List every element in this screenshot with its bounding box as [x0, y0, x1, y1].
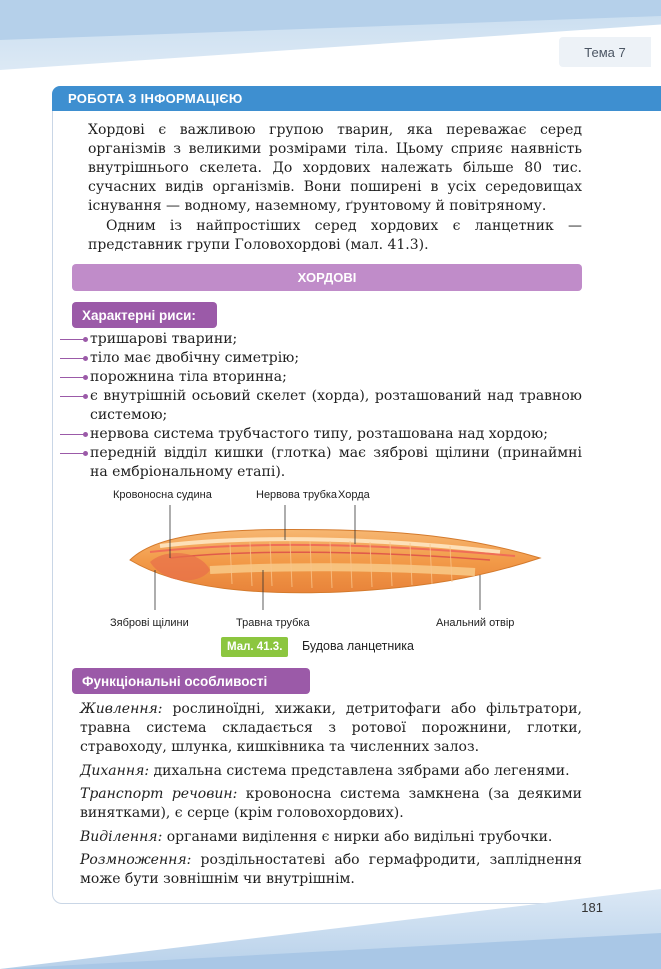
list-item: тіло має двобічну симетрію;	[90, 349, 582, 368]
bullet-marker	[60, 453, 86, 454]
bullet-marker	[60, 434, 86, 435]
function-transport: Транспорт речовин: кровоносна система замкнена (за деякими винятками), є серце (крім головохордових).	[80, 786, 582, 821]
topic-label: Тема 7	[559, 37, 651, 67]
page-number: 181	[581, 900, 603, 915]
function-nutrition: Живлення: рослиноїдні, хижаки, детритофаги або фільтратори, травна система складається з ротової порожнини, глотки, стравоходу, шлунка, кишківника та численних залоз.	[80, 701, 582, 755]
figure-caption: Будова ланцетника	[302, 639, 414, 653]
list-item: передній відділ кишки (глотка) має зяброві щілини (принаймні на ембріональному етапі).	[90, 444, 582, 482]
list-item: є внутрішній осьовий скелет (хорда), розташований над травною системою;	[90, 387, 582, 425]
traits-list	[90, 330, 582, 482]
functions-heading: Функціональні особливості	[72, 668, 310, 694]
traits-heading: Характерні риси:	[72, 302, 217, 328]
chordates-banner: ХОРДОВІ	[72, 264, 582, 291]
label-blood-vessel: Кровоносна судина	[113, 489, 212, 501]
label-anus: Анальний отвір	[436, 617, 515, 629]
intro-paragraph-2: Одним із найпростіших серед хордових є ланцетник — представник групи Головохордові (мал. 41.3).	[88, 218, 582, 253]
lancelet-illustration	[120, 500, 550, 610]
bullet-marker	[60, 377, 86, 378]
digestive-tube-shape	[210, 567, 475, 572]
bullet-marker	[60, 396, 86, 397]
function-excretion: Виділення: органами виділення є нирки або видільні трубочки.	[80, 829, 553, 845]
label-digestive-tube: Травна трубка	[236, 617, 310, 629]
function-respiration: Дихання: дихальна система представлена зябрами або легенями.	[80, 763, 570, 779]
bullet-marker	[60, 339, 86, 340]
label-notochord: Хорда	[338, 489, 370, 501]
function-reproduction: Розмноження: роздільностатеві або гермафродити, запліднення може бути зовнішнім чи внутрішнім.	[80, 852, 582, 887]
intro-paragraph-1: Хордові є важливою групою тварин, яка переважає серед організмів з великими розмірами тіла. Цьому сприяє наявність внутрішнього скелета. До хордових належать більше 80 тис. сучасних видів організмів. Вони поширені в усіх середовищах існування — водному, наземному, ґрунтовому й повітряному.	[88, 122, 582, 214]
figure-number: Мал. 41.3.	[221, 637, 288, 657]
list-item: тришарові тварини;	[90, 330, 582, 349]
label-gill-slits: Зяброві щілини	[110, 617, 189, 629]
list-item: порожнина тіла вторинна;	[90, 368, 582, 387]
section-header: РОБОТА З ІНФОРМАЦІЄЮ	[52, 86, 661, 111]
bullet-marker	[60, 358, 86, 359]
list-item: нервова система трубчастого типу, розташована над хордою;	[90, 425, 582, 444]
label-neural-tube: Нервова трубка	[256, 489, 338, 501]
